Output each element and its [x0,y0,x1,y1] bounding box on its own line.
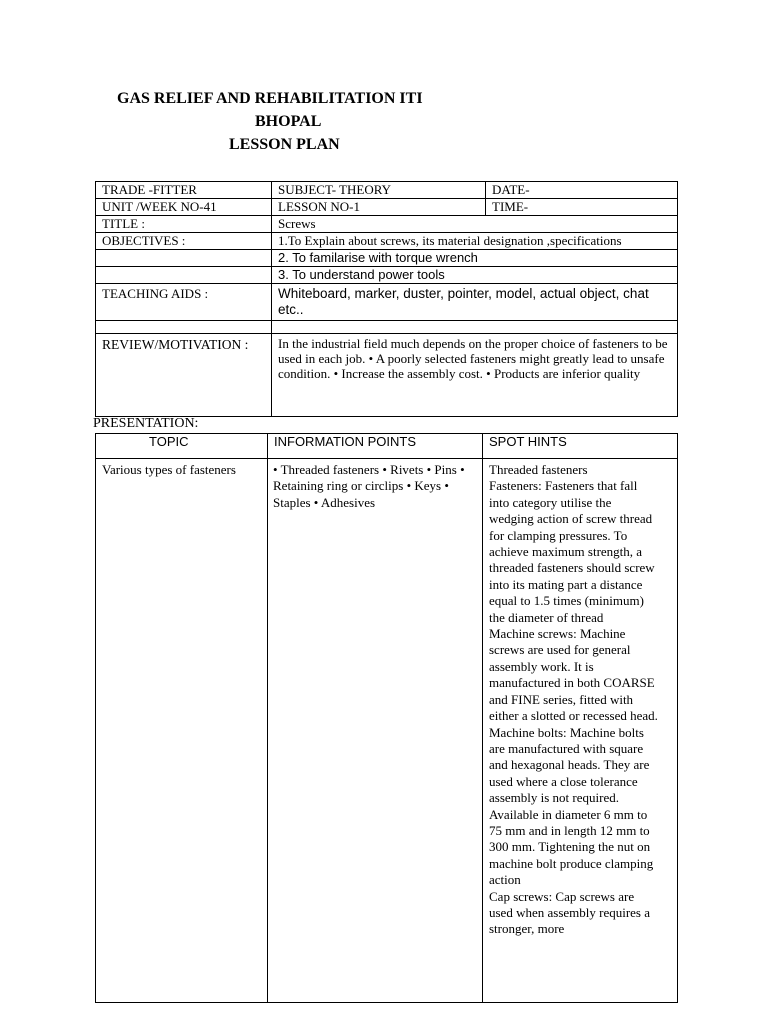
time-cell: TIME- [486,199,678,216]
spot-hint-paragraph: Machine bolts: Machine bolts are manufactured with square and hexagonal heads. They are used where a close tolerance assembly is not required. Available in diameter 6 mm to 75 mm and in length 12 mm to 300 mm. Tightening the nut on machine bolt produce clamping action [489,724,654,888]
spot-hint-paragraph: Fasteners: Fasteners that fall into category utilise the wedging action of screw thread for clamping pressures. To achieve maximum strength, a threaded fasteners should screw into its mating part a distance equal to 1.5 times (minimum) the diameter of thread [489,478,655,625]
review-value: In the industrial field much depends on the proper choice of fasteners to be used in each job. • A poorly selected fasteners might greatly lead to unsafe condition. • Increase the assembly cost. • Products are inferior quality [272,334,678,417]
table-row [96,250,678,267]
unit-cell: UNIT /WEEK NO-41 [96,199,272,216]
topic-cell: Various types of fasteners [96,459,268,1003]
table-row [96,216,678,233]
table-row [96,267,678,284]
table-row [96,233,678,250]
spot-hint-paragraph: Threaded fasteners [489,462,588,477]
review-label: REVIEW/MOTIVATION : [96,334,272,417]
topic-header: TOPIC [96,434,268,459]
spot-hints-cell [483,459,678,1003]
table-row [96,459,678,1003]
table-row [96,334,678,417]
presentation-label: PRESENTATION: [93,416,199,431]
teaching-aids-value: Whiteboard, marker, duster, pointer, model, actual object, chat etc.. [272,284,678,321]
table-header-row [96,434,678,459]
institute-city: BHOPAL [255,113,322,130]
table-row [96,321,678,334]
info-points-cell: • Threaded fasteners • Rivets • Pins • Retaining ring or circlips • Keys • Staples • Adhesives [268,459,483,1003]
lesson-cell: LESSON NO-1 [272,199,486,216]
presentation-table [95,433,678,1003]
title-label: TITLE : [96,216,272,233]
institute-name: GAS RELIEF AND REHABILITATION ITI [117,90,423,107]
objective-1: 1.To Explain about screws, its material designation ,specifications [272,233,678,250]
subject-cell: SUBJECT- THEORY [272,182,486,199]
spot-hints-header: SPOT HINTS [483,434,678,459]
objective-3: 3. To understand power tools [272,267,678,284]
info-points-header: INFORMATION POINTS [268,434,483,459]
table-row [96,199,678,216]
objective-2: 2. To familarise with torque wrench [272,250,678,267]
table-row [96,284,678,321]
empty-cell [272,321,678,334]
objectives-label: OBJECTIVES : [96,233,272,250]
title-value: Screws [272,216,678,233]
empty-cell [96,267,272,284]
date-cell: DATE- [486,182,678,199]
empty-cell [96,250,272,267]
lesson-info-table [95,181,678,417]
trade-cell: TRADE -FITTER [96,182,272,199]
document-title: LESSON PLAN [229,136,340,153]
empty-cell [96,321,272,334]
teaching-aids-label: TEACHING AIDS : [96,284,272,321]
spot-hint-paragraph: Cap screws: Cap screws are used when assembly requires a stronger, more [489,888,651,937]
spot-hint-paragraph: Machine screws: Machine screws are used for general assembly work. It is manufactured in both COARSE and FINE series, fitted with either a slotted or recessed head. [489,626,658,724]
table-row [96,182,678,199]
